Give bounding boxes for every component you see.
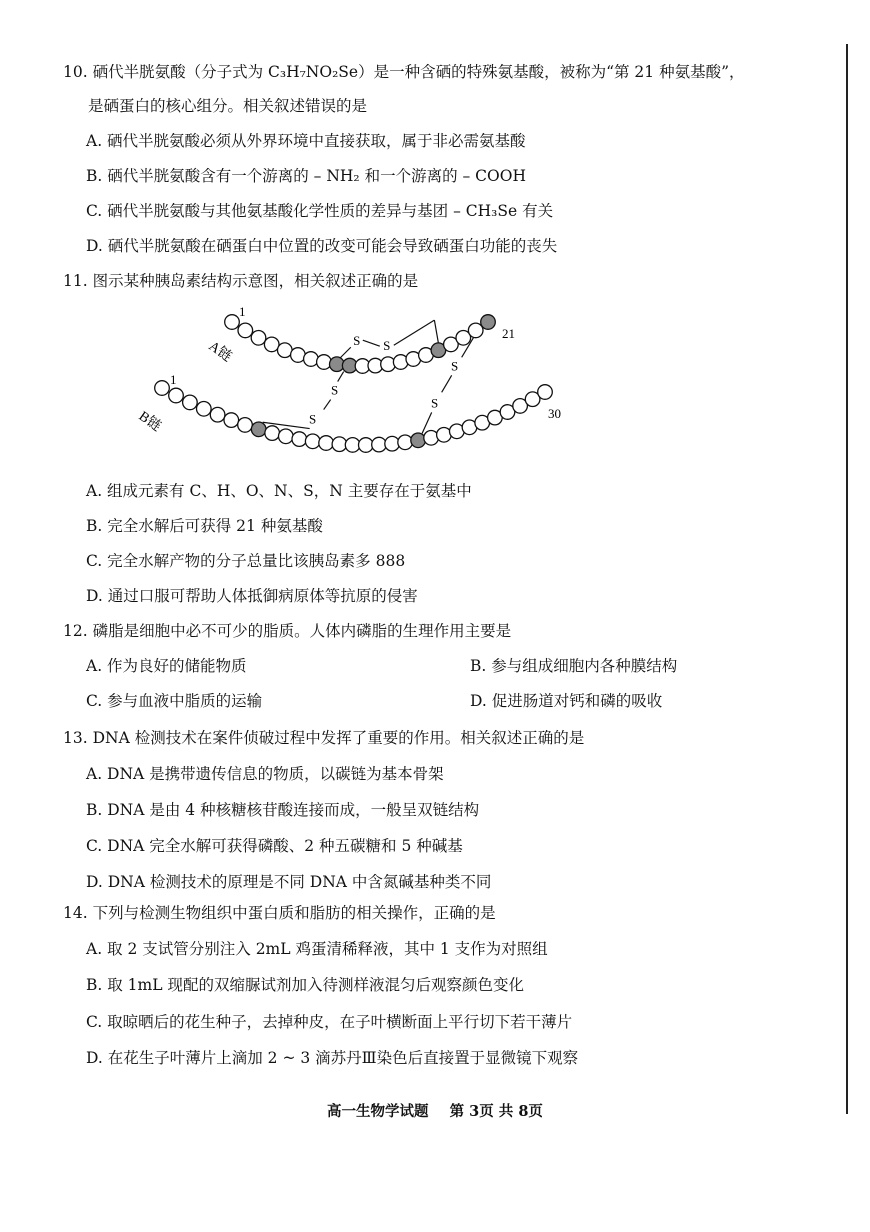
q13-option-d: D. DNA 检测技术的原理是不同 DNA 中含氮碱基种类不同 [86, 873, 492, 891]
sulfur-label: S [309, 411, 317, 427]
a-chain-residue [317, 355, 332, 370]
b-chain-residue [437, 428, 452, 443]
b-chain-residue [319, 436, 334, 451]
q14-stem: 14. 下列与检测生物组织中蛋白质和脂肪的相关操作，正确的是 [63, 904, 496, 922]
chain-b-end-number: 30 [548, 406, 561, 421]
q12-option-b: B. 参与组成细胞内各种膜结构 [470, 657, 678, 675]
b-chain-residue [279, 429, 294, 444]
q14-option-d: D. 在花生子叶薄片上滴加 2 ~ 3 滴苏丹Ⅲ染色后直接置于显微镜下观察 [86, 1049, 579, 1067]
b-chain-residue [424, 431, 439, 446]
q14-option-b: B. 取 1mL 现配的双缩脲试剂加入待测样液混匀后观察颜色变化 [86, 976, 524, 994]
q11-option-c: C. 完全水解产物的分子总量比该胰岛素多 888 [86, 552, 406, 570]
b-chain-residue [332, 437, 347, 452]
q14-option-c: C. 取晾晒后的花生种子，去掉种皮，在子叶横断面上平行切下若干薄片 [86, 1013, 573, 1031]
footer-page-number: 第 3页 共 8页 [449, 1103, 543, 1120]
b-chain-residue [345, 438, 360, 453]
q10-stem-line1: 10. 硒代半胱氨酸（分子式为 C₃H₇NO₂Se）是一种含硒的特殊氨基酸，被称为“第 21 种氨基酸”， [63, 63, 745, 81]
b-chain-residue [197, 402, 212, 417]
b-chain-residue [169, 388, 184, 403]
a-chain-residue [481, 315, 496, 330]
bond-line [434, 320, 438, 343]
q11-option-a: A. 组成元素有 C、H、O、N、S，N 主要存在于氨基中 [86, 482, 472, 500]
page-footer [0, 1100, 870, 1121]
b-chain-residue [155, 381, 170, 396]
b-chain-residue [183, 395, 198, 410]
a-chain-residue [251, 331, 266, 346]
footer-subject: 高一生物学试题 [327, 1103, 429, 1120]
b-chain-residue [385, 436, 400, 451]
q14-option-a: A. 取 2 支试管分别注入 2mL 鸡蛋清稀释液，其中 1 支作为对照组 [86, 940, 548, 958]
insulin-structure-diagram [135, 300, 600, 465]
q13-option-a: A. DNA 是携带遗传信息的物质，以碳链为基本骨架 [86, 765, 444, 783]
sulfur-label: S [383, 338, 391, 354]
b-chain-residue [210, 407, 225, 422]
chain-b-label: B链 [135, 408, 164, 435]
q10-stem-line2: 是硒蛋白的核心组分。相关叙述错误的是 [88, 97, 368, 115]
disulfide-bonds [263, 320, 474, 433]
bond-line [363, 340, 380, 346]
bond-line [442, 375, 452, 392]
bond-line [338, 372, 344, 382]
b-chain-residue [411, 433, 426, 448]
chain-a-end-number: 21 [502, 326, 515, 341]
q11-option-d: D. 通过口服可帮助人体抵御病原体等抗原的侵害 [86, 587, 418, 605]
q13-option-c: C. DNA 完全水解可获得磷酸、2 种五碳糖和 5 种碱基 [86, 837, 463, 855]
q11-option-b: B. 完全水解后可获得 21 种氨基酸 [86, 517, 323, 535]
chain-b-start-number: 1 [170, 372, 177, 387]
a-chain-residue [278, 343, 293, 358]
q13-option-b: B. DNA 是由 4 种核糖核苷酸连接而成，一般呈双链结构 [86, 801, 480, 819]
chain-a-label: A链 [205, 338, 235, 366]
q13-stem: 13. DNA 检测技术在案件侦破过程中发挥了重要的作用。相关叙述正确的是 [63, 729, 585, 747]
sulfur-label: S [431, 395, 439, 411]
q12-stem: 12. 磷脂是细胞中必不可少的脂质。人体内磷脂的生理作用主要是 [63, 622, 512, 640]
q10-option-d: D. 硒代半胱氨酸在硒蛋白中位置的改变可能会导致硒蛋白功能的丧失 [86, 237, 558, 255]
insulin-b-chain [155, 381, 553, 453]
b-chain-residue [238, 418, 253, 433]
bond-line [324, 400, 331, 410]
sulfur-label: S [353, 333, 361, 349]
q10-option-c: C. 硒代半胱氨酸与其他氨基酸化学性质的差异与基团 – CH₃Se 有关 [86, 202, 554, 220]
q12-option-a: A. 作为良好的储能物质 [86, 657, 247, 675]
b-chain-residue [359, 438, 374, 453]
q11-stem: 11. 图示某种胰岛素结构示意图，相关叙述正确的是 [63, 272, 419, 290]
a-chain-residue [291, 348, 306, 363]
b-chain-residue [292, 432, 307, 447]
b-chain-residue [265, 426, 280, 441]
b-chain-residue [305, 434, 320, 449]
b-chain-residue [538, 385, 553, 400]
b-chain-residue [372, 437, 387, 452]
a-chain-residue [225, 315, 240, 330]
q12-option-c: C. 参与血液中脂质的运输 [86, 692, 263, 710]
a-chain-residue [264, 337, 279, 352]
bond-line [340, 347, 351, 358]
q10-option-a: A. 硒代半胱氨酸必须从外界环境中直接获取，属于非必需氨基酸 [86, 132, 526, 150]
b-chain-residue [251, 422, 266, 437]
b-chain-residue [398, 435, 413, 450]
q12-option-d: D. 促进肠道对钙和磷的吸收 [470, 692, 663, 710]
bond-line [394, 320, 435, 345]
a-chain-residue [238, 323, 253, 338]
page-edge-line [846, 44, 848, 1114]
sulfur-label: S [331, 382, 339, 398]
a-chain-residue [304, 352, 319, 367]
q10-option-b: B. 硒代半胱氨酸含有一个游离的 – NH₂ 和一个游离的 – COOH [86, 167, 526, 185]
chain-a-start-number: 1 [239, 304, 246, 319]
sulfur-label: S [451, 358, 459, 374]
b-chain-residue [224, 413, 239, 428]
